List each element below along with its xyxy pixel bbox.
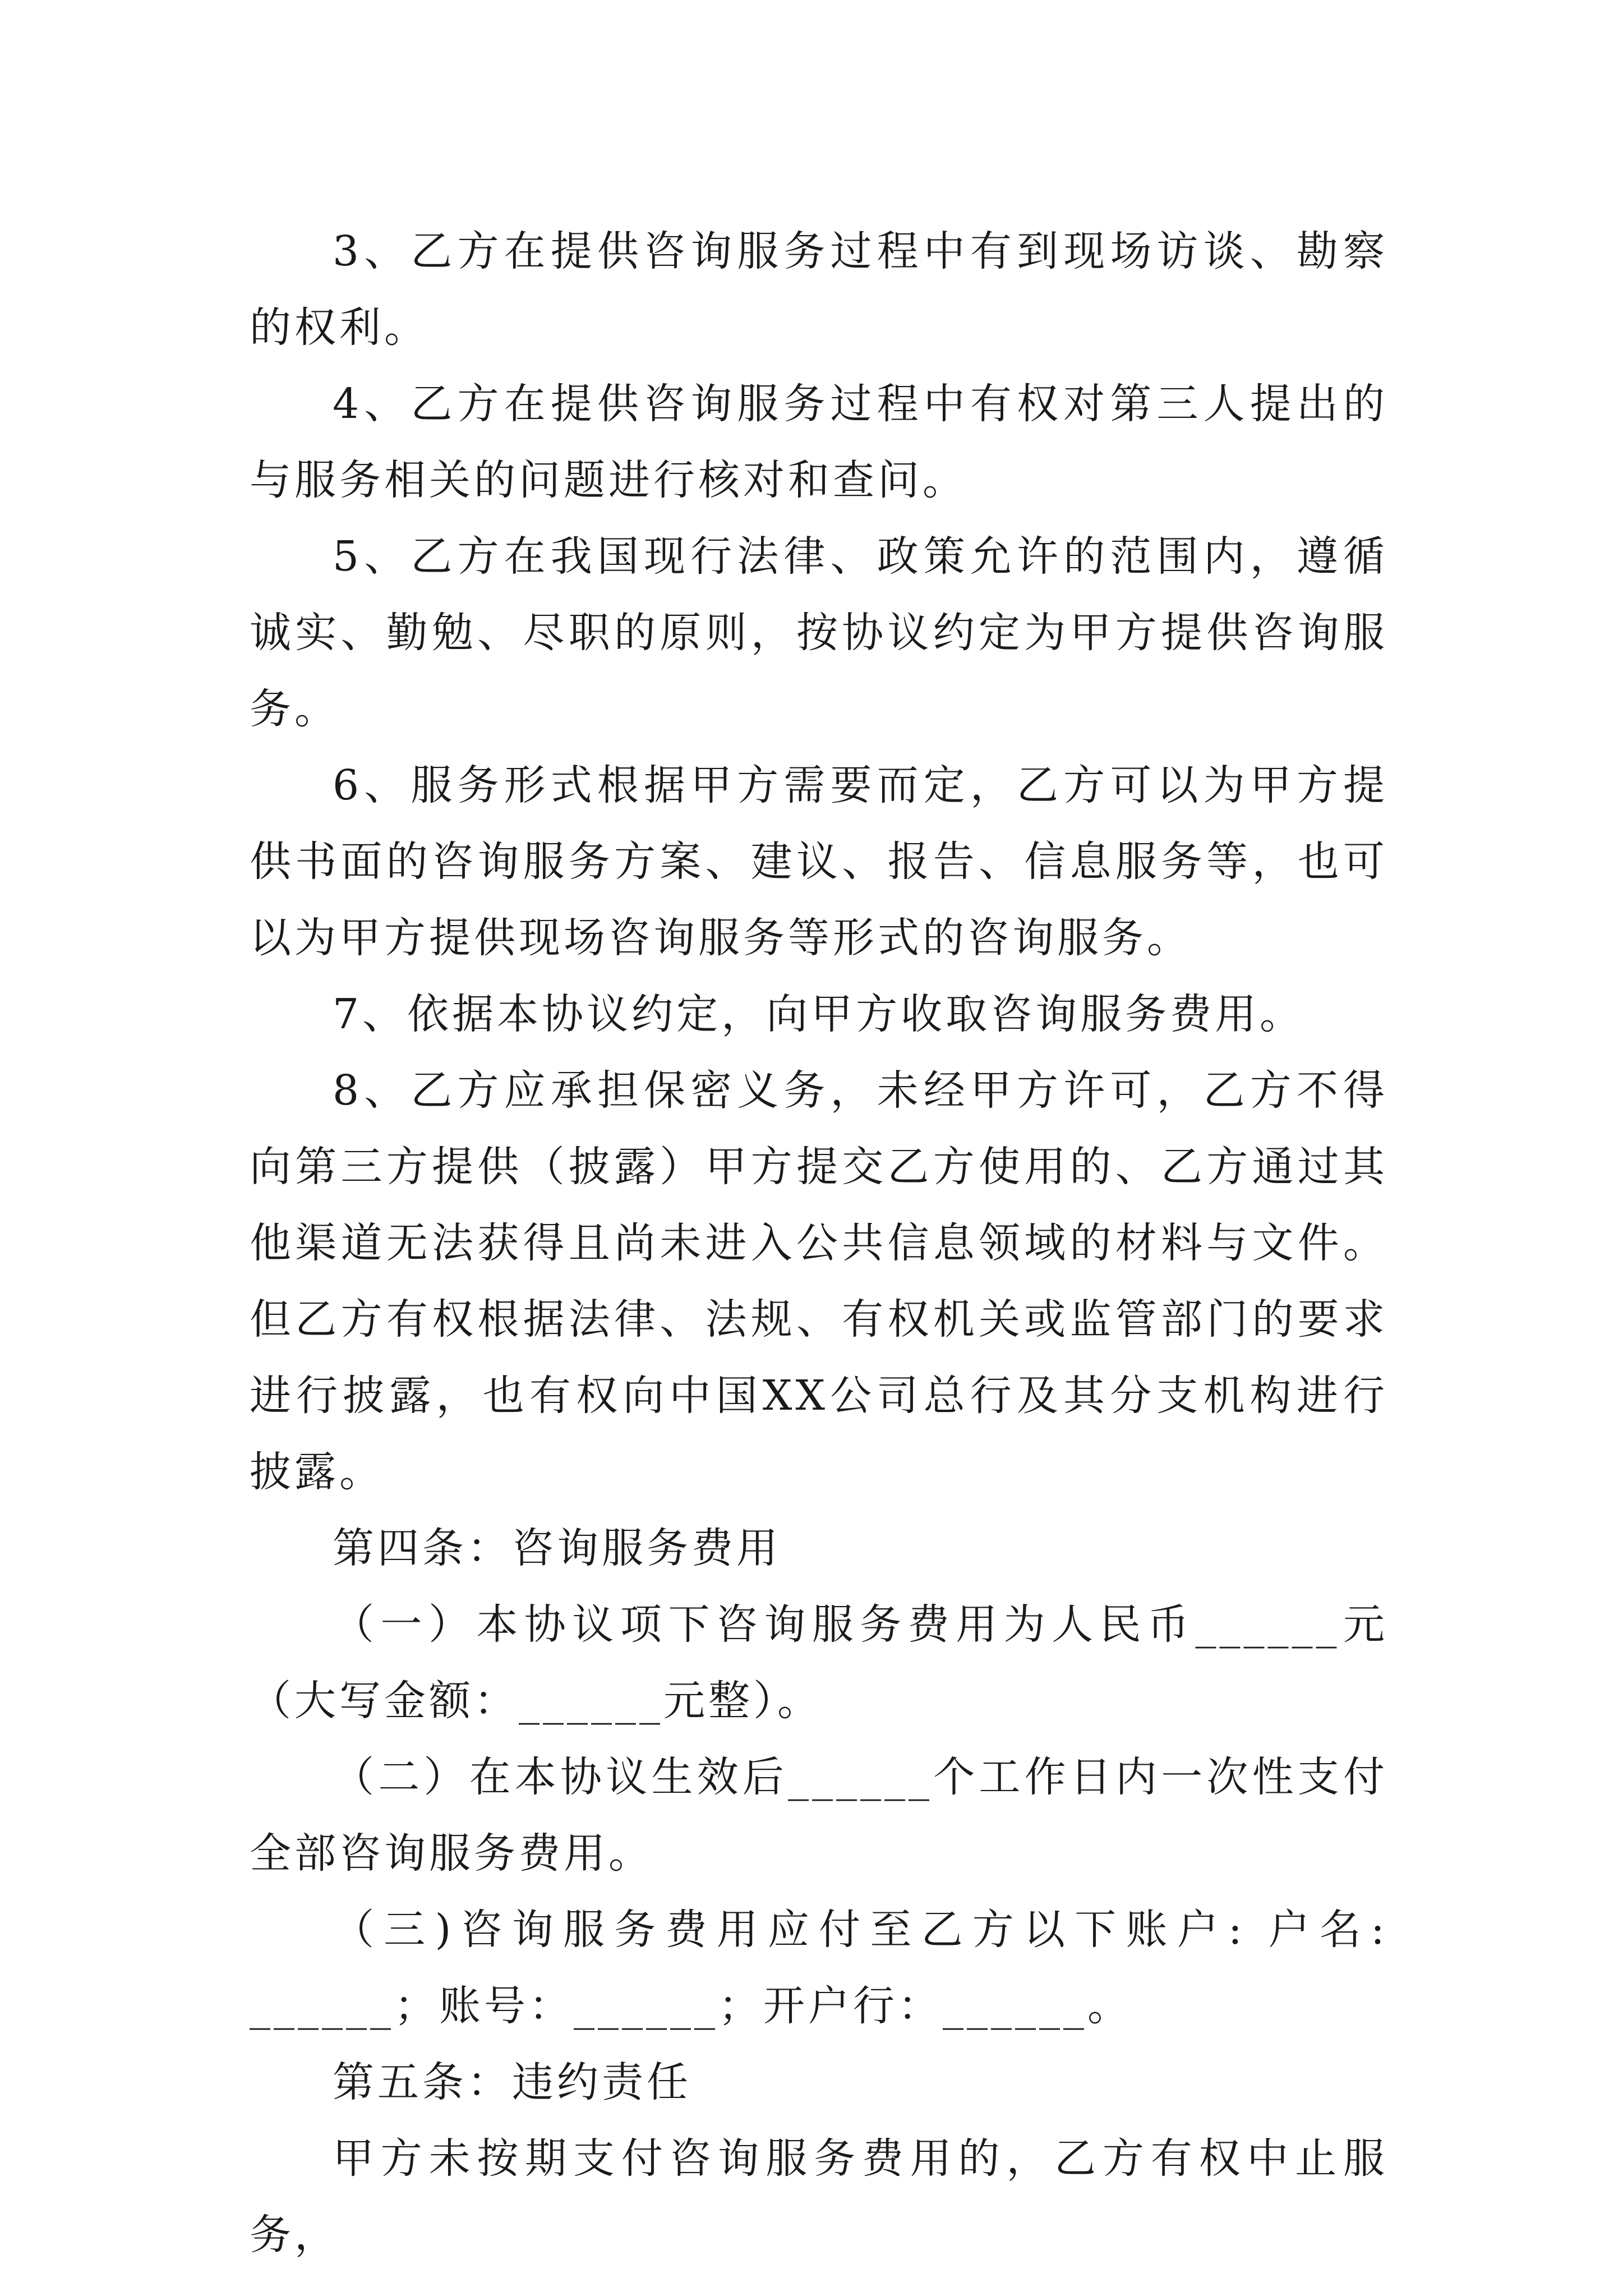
clause-4: 4、乙方在提供咨询服务过程中有权对第三人提出的与服务相关的问题进行核对和查问。	[250, 380, 1388, 504]
article-4-heading: 第四条：咨询服务费用	[333, 1524, 781, 1572]
fee-item-3: （三)咨询服务费用应付至乙方以下账户: 户名: ______；账号：______；开户行：______。	[250, 1906, 1388, 2030]
fee-item-1: （一）本协议项下咨询服务费用为人民币______元（大写金额：______元整）。	[250, 1600, 1388, 1725]
breach-paragraph: 甲方未按期支付咨询服务费用的，乙方有权中止服务，	[250, 2134, 1388, 2259]
clause-6: 6、服务形式根据甲方需要而定，乙方可以为甲方提供书面的咨询服务方案、建议、报告、信息服务等，也可以为甲方提供现场咨询服务等形式的咨询服务。	[250, 761, 1388, 962]
clause-8: 8、乙方应承担保密义务，未经甲方许可，乙方不得向第三方提供（披露）甲方提交乙方使用的、乙方通过其他渠道无法获得且尚未进入公共信息领域的材料与文件。但乙方有权根据法律、法规、有权机关或监管部门的要求进行披露，也有权向中国XX公司总行及其分支机构进行披露。	[250, 1066, 1388, 1496]
clause-7: 7、依据本协议约定，向甲方收取咨询服务费用。	[333, 990, 1305, 1038]
clause-5: 5、乙方在我国现行法律、政策允许的范围内，遵循诚实、勤勉、尽职的原则，按协议约定为甲方提供咨询服务。	[250, 532, 1388, 733]
fee-item-2: （二）在本协议生效后______个工作日内一次性支付全部咨询服务费用。	[250, 1753, 1388, 1878]
article-5-heading: 第五条：违约责任	[333, 2058, 691, 2106]
document-body	[250, 213, 1388, 2273]
clause-3: 3、乙方在提供咨询服务过程中有到现场访谈、勘察的权利。	[250, 227, 1388, 352]
